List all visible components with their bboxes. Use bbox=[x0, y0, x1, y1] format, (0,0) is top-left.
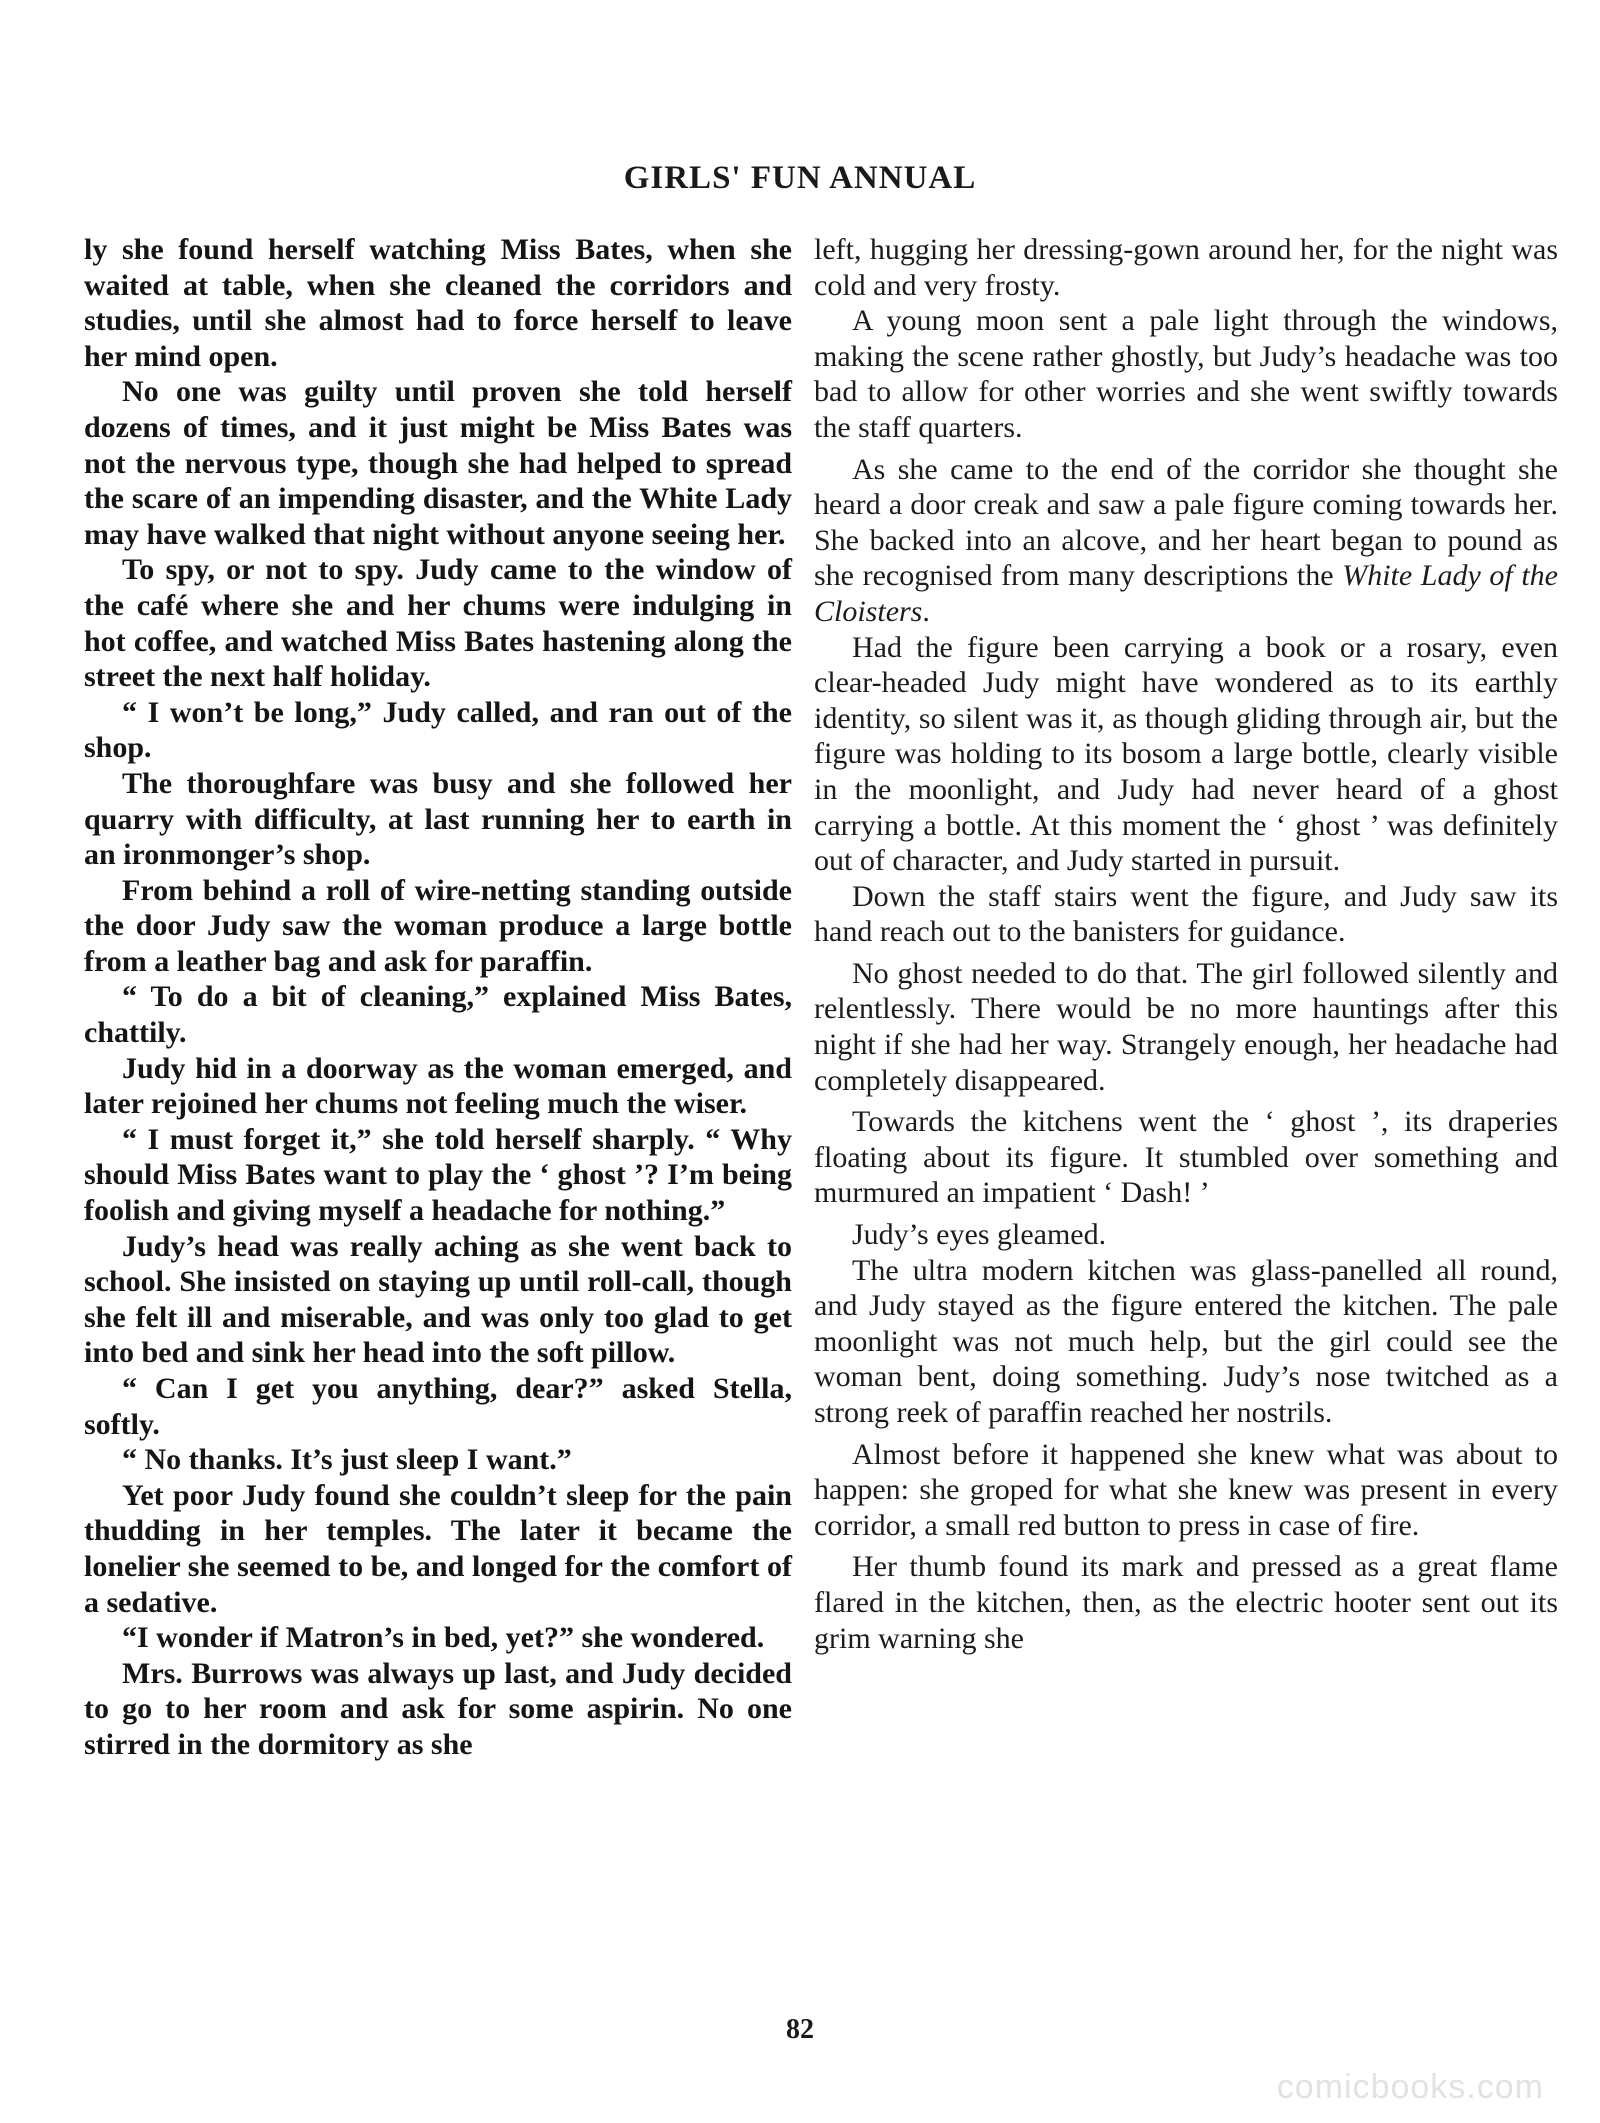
paragraph: left, hugging her dressing-gown around her, for the night was cold and very frosty. bbox=[814, 233, 1558, 302]
paragraph: Had the figure been carrying a book or a rosary, even clear-headed Judy might have wondered as to its earthly identity, so silent was it, as though gliding through air, but the figure was holding to its bosom a large bottle, clearly visible in the moonlight, and Judy had never heard of a ghost carrying a bottle. At this moment the ‘ ghost ’ was definitely out of character, and Judy started in pursuit. bbox=[814, 630, 1558, 878]
right-column bbox=[814, 232, 1558, 1656]
paragraph: No ghost needed to do that. The girl followed silently and relentlessly. There would be no more hauntings after this night if she had her way. Strangely enough, her headache had completely disappeared. bbox=[814, 956, 1558, 1097]
left-column bbox=[84, 232, 792, 1763]
paragraph: “I wonder if Matron’s in bed, yet?” she wondered. bbox=[122, 1621, 765, 1655]
paragraph: “ Can I get you anything, dear?” asked Stella, softly. bbox=[84, 1372, 792, 1441]
paragraph: Down the staff stairs went the figure, and Judy saw its hand reach out to the banisters for guidance. bbox=[814, 879, 1558, 949]
paragraph-text: As she came to the end of the corridor she thought she heard a door creak and saw a pale figure coming towards her. She backed into an alcove, and her heart began to pound as she recognised from many descriptions the bbox=[814, 452, 1558, 593]
paragraph: “ To do a bit of cleaning,” explained Miss Bates, chattily. bbox=[84, 980, 792, 1050]
paragraph-text: . bbox=[922, 594, 930, 628]
paragraph: No one was guilty until proven she told herself dozens of times, and it just might be Miss Bates was not the nervous type, though she had helped to spread the scare of an impending disaster, and the White Lady may have walked that night without anyone seeing her. bbox=[84, 375, 792, 551]
watermark: comicbooks.com bbox=[1276, 2068, 1544, 2106]
paragraph: Judy hid in a doorway as the woman emerged, and later rejoined her chums not feeling much the wiser. bbox=[84, 1051, 792, 1121]
paragraph: The ultra modern kitchen was glass-panelled all round, and Judy stayed as the figure entered the kitchen. The pale moonlight was not much help, but the girl could see the woman bent, doing something. Judy’s nose twitched as a strong reek of paraffin reached her nostrils. bbox=[814, 1253, 1558, 1429]
paragraph: Mrs. Burrows was always up last, and Judy decided to go to her room and ask for some aspirin. No one stirred in the dormitory as she bbox=[84, 1656, 792, 1761]
paragraph: A young moon sent a pale light through the windows, making the scene rather ghostly, but Judy’s headache was too bad to allow for other worries and she went swiftly towards the staff quarters. bbox=[814, 304, 1558, 444]
page-number: 82 bbox=[786, 2014, 814, 2045]
paragraph: “ I won’t be long,” Judy called, and ran out of the shop. bbox=[84, 695, 792, 765]
paragraph bbox=[814, 452, 1558, 630]
paragraph: “ I must forget it,” she told herself sharply. “ Why should Miss Bates want to play the ‘ ghost ’? I’m being foolish and giving myself a headache for nothing.” bbox=[84, 1122, 792, 1228]
running-header: GIRLS' FUN ANNUAL bbox=[623, 160, 977, 196]
paragraph: Judy’s head was really aching as she went back to school. She insisted on staying up until roll-call, though she felt ill and miserable, and was only too glad to get into bed and sink her head into the soft pillow. bbox=[84, 1229, 792, 1370]
paragraph: To spy, or not to spy. Judy came to the window of the café where she and her chums were indulging in hot coffee, and watched Miss Bates hastening along the street the next half holiday. bbox=[84, 553, 792, 694]
paragraph: From behind a roll of wire-netting standing outside the door Judy saw the woman produce a large bottle from a leather bag and ask for paraffin. bbox=[84, 873, 792, 978]
paragraph: Judy’s eyes gleamed. bbox=[852, 1218, 1107, 1252]
paragraph: Towards the kitchens went the ‘ ghost ’, its draperies floating about its figure. It stumbled over something and murmured an impatient ‘ Dash! ’ bbox=[814, 1105, 1558, 1210]
paragraph: The thoroughfare was busy and she followed her quarry with difficulty, at last running her to earth in an ironmonger’s shop. bbox=[84, 766, 792, 872]
paragraph: Yet poor Judy found she couldn’t sleep for the pain thudding in her temples. The later it became the lonelier she seemed to be, and longed for the comfort of a sedative. bbox=[84, 1478, 792, 1619]
paragraph: ly she found herself watching Miss Bates, when she waited at table, when she cleaned the corridors and studies, until she almost had to force herself to leave her mind open. bbox=[84, 233, 792, 373]
paragraph: Almost before it happened she knew what was about to happen: she groped for what she knew was present in every corridor, a small red button to press in case of fire. bbox=[814, 1437, 1558, 1542]
paragraph: “ No thanks. It’s just sleep I want.” bbox=[122, 1443, 572, 1477]
italic-title: White Lady of the Cloisters bbox=[814, 559, 1558, 628]
paragraph: Her thumb found its mark and pressed as a great flame flared in the kitchen, then, as the electric hooter sent out its grim warning she bbox=[814, 1550, 1558, 1655]
